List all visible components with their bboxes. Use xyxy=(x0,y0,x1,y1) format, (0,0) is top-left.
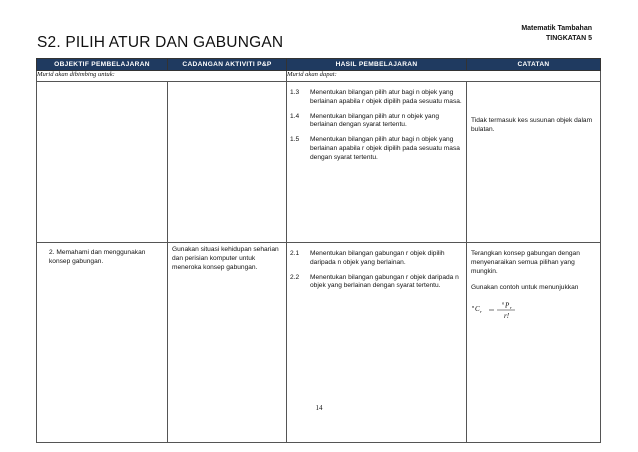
notes-cell xyxy=(467,82,601,243)
intro-row xyxy=(37,71,601,82)
formula-lhs-r: r xyxy=(480,309,482,315)
outcome-text: Menentukan bilangan gabungan r objek dipilih daripada n objek yang berlainan. xyxy=(310,250,445,266)
outcome-text: Menentukan bilangan gabungan r objek daripada n objek yang berlainan dengan syarat tertentu. xyxy=(310,273,459,290)
outcome-number: 2.2 xyxy=(290,273,300,281)
outcome-item xyxy=(287,89,466,107)
formula-num-p: P xyxy=(505,301,510,310)
column-header-notes: CATATAN xyxy=(467,59,601,71)
outcomes-cell xyxy=(287,243,467,443)
subject-label: Matematik Tambahan xyxy=(521,25,592,32)
formula-graphic xyxy=(471,299,541,321)
intro-right: Murid akan dapat: xyxy=(287,71,601,82)
table-row xyxy=(37,243,601,443)
outcome-number: 1.5 xyxy=(290,136,300,144)
activity-cell: Gunakan situasi kehidupan seharian dan perisian komputer untuk meneroka konsep gabungan. xyxy=(168,243,287,443)
note-text: Gunakan contoh untuk menunjukkan xyxy=(471,284,579,292)
outcomes-cell xyxy=(287,82,467,243)
outcome-text: Menentukan bilangan pilih atur n objek yang berlainan dengan syarat tertentu. xyxy=(310,112,440,129)
column-header-activities: CADANGAN AKTIVITI P&P xyxy=(168,59,287,71)
formula-num-r: r xyxy=(510,305,512,311)
outcome-number: 2.1 xyxy=(290,250,300,257)
formula-num-n: n xyxy=(502,300,505,306)
lesson-plan-table xyxy=(36,58,601,443)
notes-cell xyxy=(467,243,601,443)
objective-cell: 2. Memahami dan menggunakan konsep gabungan. xyxy=(37,243,168,443)
outcome-item xyxy=(287,274,466,292)
outcome-number: 1.4 xyxy=(290,112,300,120)
outcome-item xyxy=(287,136,466,162)
objective-cell-empty xyxy=(37,82,168,243)
outcome-item xyxy=(287,113,466,131)
intro-left: Murid akan dibimbing untuk: xyxy=(37,71,287,82)
table-header-row xyxy=(37,59,601,71)
outcome-text: Menentukan bilangan pilih atur bagi n objek yang berlainan apabila r objek dipilih pada sesuatu masa dengan syarat tertentu. xyxy=(310,136,460,161)
formula-lhs-c: C xyxy=(475,305,480,314)
table-row xyxy=(37,82,601,243)
outcome-number: 1.3 xyxy=(290,89,300,96)
activity-cell-empty xyxy=(168,82,287,243)
formula-den: r! xyxy=(504,312,510,321)
page-number: 14 xyxy=(315,404,323,412)
outcome-item xyxy=(287,250,466,268)
outcome-text: Menentukan bilangan pilih atur bagi n objek yang berlainan apabila r objek dipilih pada sesuatu masa. xyxy=(310,89,462,105)
document-header-right xyxy=(521,24,592,44)
column-header-objective: OBJEKTIF PEMBELAJARAN xyxy=(37,59,168,71)
combination-formula xyxy=(471,299,596,319)
formula-lhs-n: n xyxy=(472,304,475,310)
page-title: S2. PILIH ATUR DAN GABUNGAN xyxy=(37,34,284,51)
note-text: Terangkan konsep gabungan dengan menyenaraikan semua pilihan yang mungkin. xyxy=(471,250,580,275)
note-text: Tidak termasuk kes susunan objek dalam bulatan. xyxy=(471,117,593,133)
column-header-outcomes: HASIL PEMBELAJARAN xyxy=(287,59,467,71)
level-label: TINGKATAN 5 xyxy=(545,35,592,42)
